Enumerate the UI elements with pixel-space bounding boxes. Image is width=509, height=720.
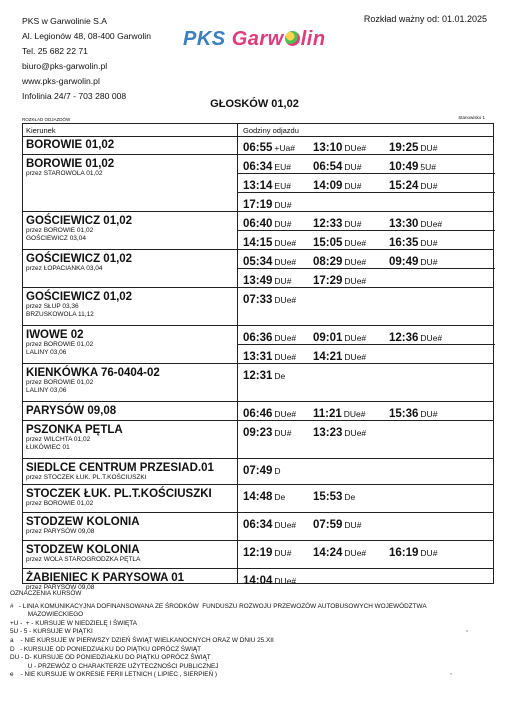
departure-marks: DUe#	[420, 219, 443, 229]
departure-marks: DU#	[344, 162, 362, 172]
departure-time: 07:33	[243, 294, 273, 306]
table-row	[23, 541, 493, 569]
departure	[243, 252, 296, 270]
departure-time: 17:29	[313, 275, 343, 287]
departure-marks: DUe#	[344, 276, 367, 286]
via-stop: LALINY 03,06	[26, 349, 67, 356]
departure	[313, 423, 366, 441]
departure-time: 16:19	[389, 547, 419, 559]
table-row	[23, 402, 493, 421]
legend-item: DU - D- KURSUJE OD PONIEDZIAŁKU DO PIĄTKU OPRÓCZ ŚWIĄT	[10, 654, 211, 662]
departure-time: 06:55	[243, 142, 273, 154]
stop-title: GŁOSKÓW 01,02	[210, 98, 299, 110]
departure-time: 05:34	[243, 256, 273, 268]
destination-name: GOŚCIEWICZ 01,02	[26, 291, 133, 303]
departures-line	[238, 513, 495, 532]
departure-marks: DUe#	[274, 576, 297, 586]
company-infoline: Infolinia 24/7 - 703 280 008	[22, 91, 127, 101]
destination-name: STODZEW KOLONIA	[26, 544, 140, 556]
departure	[243, 271, 291, 289]
departure-time: 12:33	[313, 218, 343, 230]
departure	[313, 157, 361, 175]
via-stop: przez BOROWIE 01,02	[26, 227, 94, 234]
via-stop: przez SŁUP 03,36	[26, 303, 79, 310]
destination-name: GOŚCIEWICZ 01,02	[26, 215, 133, 227]
departure-time: 17:19	[243, 199, 273, 211]
departure-time: 06:36	[243, 332, 273, 344]
logo-lin: lin	[300, 28, 326, 50]
table-row	[23, 212, 493, 250]
via-stop: GOŚCIEWICZ 03,04	[26, 235, 86, 242]
departure-marks: DU#	[344, 520, 362, 530]
departures-cell	[238, 569, 495, 588]
table-row	[23, 513, 493, 541]
legend-items	[10, 603, 470, 680]
company-info	[22, 14, 151, 104]
destination-cell	[26, 488, 236, 508]
table-row	[23, 326, 493, 364]
departure-marks: DUe#	[274, 352, 297, 362]
departures-line	[238, 364, 495, 383]
departures-line	[238, 193, 495, 212]
departures-cell	[238, 485, 495, 504]
legend-item: e - NIE KURSUJE W OKRESIE FERII LETNICH ( LIPIEC , SIERPIEŃ )	[10, 671, 218, 679]
departure-marks: De	[274, 492, 286, 502]
departure	[243, 366, 285, 384]
departures-cell	[238, 513, 495, 532]
departures-cell	[238, 250, 495, 288]
departure	[389, 328, 442, 346]
departure-marks: DUe#	[344, 143, 367, 153]
departure-marks: DU#	[420, 181, 438, 191]
departure	[243, 195, 291, 213]
destination-name: IWOWE 02	[26, 329, 84, 341]
legend-item: a - NIE KURSUJE W PIERWSZY DZIEŃ ŚWIĄT WIELKANOCNYCH ORAZ W DNIU 25.XII	[10, 636, 274, 644]
departure	[243, 461, 281, 479]
departure	[313, 233, 366, 251]
departure	[243, 347, 296, 365]
departure-marks: DUe#	[343, 409, 366, 419]
departures-line	[238, 212, 495, 231]
departure-time: 14:09	[313, 180, 343, 192]
departure	[243, 290, 296, 308]
via-stop: ŁUKÓWIEC 01	[26, 444, 70, 451]
departures-cell	[238, 541, 495, 560]
col-direction: Kierunek	[26, 126, 56, 135]
departure-time: 06:46	[243, 408, 273, 420]
destination-cell	[26, 253, 236, 273]
destination-cell	[26, 215, 236, 243]
departure-marks: De	[344, 492, 356, 502]
destination-name: BOROWIE 01,02	[26, 139, 115, 151]
departure-marks: DUe#	[274, 257, 297, 267]
departure-marks: DU#	[274, 548, 292, 558]
destination-name: STOCZEK ŁUK. PL.T.KOŚCIUSZKI	[26, 488, 212, 500]
departure-time: 07:59	[313, 519, 343, 531]
departure	[243, 214, 291, 232]
destination-name: ŻABIENIEC K PARYSOWA 01	[26, 572, 185, 584]
departures-cell	[238, 288, 495, 307]
departure	[243, 176, 291, 194]
departures-line	[238, 459, 495, 478]
departure-marks: D	[274, 466, 281, 476]
destination-name: BOROWIE 01,02	[26, 158, 115, 170]
legend	[10, 590, 470, 680]
via-stop: przez WOLA STAROGRODZKA PĘTLA	[26, 556, 141, 563]
departure	[243, 404, 296, 422]
departures-line	[238, 541, 495, 560]
table-row	[23, 250, 493, 288]
legend-item: D - KURSUJE OD PONIEDZIAŁKU DO PIĄTKU OPRÓCZ ŚWIĄT	[10, 645, 202, 653]
departure-time: 06:34	[243, 519, 273, 531]
departure-marks: DUe#	[274, 295, 297, 305]
departure-marks: DUe#	[274, 238, 297, 248]
table-row	[23, 288, 493, 326]
destination-cell	[26, 405, 236, 417]
departure-time: 06:54	[313, 161, 343, 173]
departure	[389, 214, 442, 232]
departure	[389, 157, 436, 175]
via-stop: LALINY 03,06	[26, 387, 67, 394]
destination-cell	[26, 424, 236, 452]
departure-time: 13:23	[313, 427, 343, 439]
departure-marks: +Ua#	[274, 143, 295, 153]
departure-time: 07:49	[243, 465, 273, 477]
departure-marks: DUe#	[274, 520, 297, 530]
departures-cell	[238, 212, 495, 250]
departure	[243, 138, 295, 156]
logo-garw: Garw	[231, 28, 284, 50]
departure-marks: DUe#	[274, 333, 297, 343]
destination-cell	[26, 158, 236, 178]
departures-cell	[238, 402, 495, 421]
company-email[interactable]: biuro@pks-garwolin.pl	[22, 61, 108, 71]
departure	[313, 176, 361, 194]
logo-pks: PKS	[183, 28, 226, 50]
departure-time: 14:48	[243, 491, 273, 503]
logo-o-icon	[285, 31, 300, 46]
destination-name: PARYSÓW 09,08	[26, 405, 117, 417]
via-stop: BRZUSKOWOLA 11,12	[26, 311, 94, 318]
destination-name: PSZONKA PĘTLA	[26, 424, 123, 436]
departure-marks: DU#	[344, 181, 362, 191]
departure-time: 09:01	[313, 332, 343, 344]
table-row	[23, 459, 493, 485]
departure	[389, 138, 437, 156]
destination-cell	[26, 516, 236, 536]
departure-marks: DUe#	[344, 428, 367, 438]
scan-mark: ,	[466, 626, 468, 633]
destination-cell	[26, 139, 236, 151]
departure	[243, 571, 296, 589]
departure-time: 19:25	[389, 142, 419, 154]
departures-line	[238, 402, 495, 421]
departure	[389, 252, 437, 270]
pks-garwolin-logo	[183, 28, 326, 51]
departure-marks: DU#	[420, 143, 438, 153]
departure	[243, 328, 296, 346]
departure-marks: 5U#	[420, 162, 437, 172]
departure-time: 08:29	[313, 256, 343, 268]
departures-line	[238, 326, 495, 345]
table-row	[23, 136, 493, 155]
departure-marks: DU#	[420, 238, 438, 248]
departures-line	[238, 269, 495, 288]
col-times: Godziny odjazdu	[243, 126, 299, 135]
departure-time: 16:35	[389, 237, 419, 249]
departure	[313, 347, 366, 365]
departure-marks: DU#	[344, 219, 362, 229]
departure-marks: DUe#	[344, 352, 367, 362]
departure-time: 09:49	[389, 256, 419, 268]
via-stop: przez BOROWIE 01,02	[26, 341, 94, 348]
departure	[389, 233, 437, 251]
departure	[313, 515, 361, 533]
departure-marks: DU#	[274, 219, 292, 229]
departure-marks: EU#	[274, 181, 291, 191]
departures-line	[238, 569, 495, 588]
departure	[389, 543, 437, 561]
departure-time: 14:04	[243, 575, 273, 587]
departure	[243, 515, 296, 533]
departures-line	[238, 155, 495, 174]
departures-line	[238, 421, 495, 440]
departures-cell	[238, 326, 495, 364]
departure	[313, 543, 366, 561]
departures-cell	[238, 136, 495, 155]
departure-time: 13:31	[243, 351, 273, 363]
destination-cell	[26, 462, 236, 482]
via-stop: przez WILCHTA 01,02	[26, 436, 91, 443]
departures-cell	[238, 459, 495, 478]
departure-time: 14:24	[313, 547, 343, 559]
departure-time: 15:24	[389, 180, 419, 192]
departure-time: 11:21	[313, 408, 342, 420]
departure-marks: DUe#	[420, 333, 443, 343]
via-stop: przez STAROWOLA 01,02	[26, 170, 103, 177]
departure	[243, 233, 296, 251]
departures-line	[238, 231, 495, 250]
legend-item: # - LINIA KOMUNIKACYJNA DOFINANSOWANA ZE ŚRODKÓW FUNDUSZU ROZWOJU PRZEWOZÓW AUTOBUSOWYCH WOJEWÓDZTWA	[10, 602, 427, 610]
departures-line	[238, 345, 495, 364]
departures-line	[238, 174, 495, 193]
company-address: Al. Legionów 48, 08-400 Garwolin	[22, 31, 151, 41]
legend-heading: OZNACZENIA KURSÓW	[10, 590, 82, 597]
departure	[243, 543, 291, 561]
departure	[313, 252, 366, 270]
company-web[interactable]: www.pks-garwolin.pl	[22, 76, 100, 86]
company-phone: Tel. 25 682 22 71	[22, 46, 88, 56]
timetable-subheader: ROZKŁAD ODJAZDÓW	[22, 117, 71, 122]
destination-cell	[26, 544, 236, 564]
departure-marks: DU#	[274, 200, 292, 210]
departure-marks: DUe#	[274, 409, 297, 419]
departure-marks: DU#	[274, 428, 292, 438]
departure	[389, 176, 437, 194]
destination-name: GOŚCIEWICZ 01,02	[26, 253, 133, 265]
departures-line	[238, 250, 495, 269]
departure-marks: DUe#	[344, 238, 367, 248]
destination-cell	[26, 367, 236, 395]
departure-time: 06:40	[243, 218, 273, 230]
departure-time: 13:49	[243, 275, 273, 287]
departure	[313, 328, 366, 346]
departures-cell	[238, 421, 495, 440]
departure-time: 12:31	[243, 370, 273, 382]
legend-item: MAZOWIECKIEGO	[10, 611, 84, 619]
departure-marks: De	[274, 371, 286, 381]
departure-time: 09:23	[243, 427, 273, 439]
departure-marks: DUe#	[344, 548, 367, 558]
departure-time: 13:14	[243, 180, 273, 192]
departure-marks: DU#	[420, 409, 438, 419]
departure-marks: DU#	[420, 548, 438, 558]
table-row	[23, 155, 493, 212]
table-row	[23, 485, 493, 513]
destination-cell	[26, 572, 236, 592]
departure-marks: DUe#	[344, 333, 367, 343]
via-stop: przez PARYSÓW 09,08	[26, 528, 95, 535]
legend-item: U - PRZEWÓZ O CHARAKTERZE UŻYTECZNOŚCI PUBLICZNEJ	[10, 662, 219, 670]
via-stop: przez ŁOPACIANKA 03,04	[26, 265, 103, 272]
destination-name: KIENKÓWKA 76-0404-02	[26, 367, 160, 379]
departure-time: 12:19	[243, 547, 273, 559]
via-stop: przez BOROWIE 01,02	[26, 500, 94, 507]
timetable	[22, 123, 494, 591]
destination-name: SIEDLCE CENTRUM PRZESIAD.01	[26, 462, 214, 474]
departure-time: 15:05	[313, 237, 343, 249]
departure-time: 15:53	[313, 491, 343, 503]
departure	[243, 157, 291, 175]
departure-time: 06:34	[243, 161, 273, 173]
departures-line	[238, 288, 495, 307]
departure-time: 15:36	[389, 408, 419, 420]
valid-from: Rozkład ważny od: 01.01.2025	[363, 14, 487, 24]
via-stop: przez STOCZEK ŁUK. PL.T.KOŚCIUSZKI	[26, 474, 147, 481]
legend-item: +U - + - KURSUJE W NIEDZIELĘ I ŚWIĘTA	[10, 619, 138, 627]
table-row	[23, 421, 493, 459]
departure	[313, 271, 366, 289]
via-stop: przez BOROWIE 01,02	[26, 379, 94, 386]
departures-line	[238, 136, 495, 155]
departure	[389, 404, 437, 422]
departures-cell	[238, 364, 495, 383]
departures-line	[238, 485, 495, 504]
departure-marks: EU#	[274, 162, 291, 172]
departure-time: 13:30	[389, 218, 419, 230]
destination-name: STODZEW KOLONIA	[26, 516, 140, 528]
departure	[243, 487, 285, 505]
departure-time: 13:10	[313, 142, 343, 154]
destination-cell	[26, 291, 236, 319]
departure	[313, 138, 366, 156]
departure-marks: DUe#	[344, 257, 367, 267]
departure-time: 12:36	[389, 332, 419, 344]
company-name: PKS w Garwolinie S.A	[22, 16, 108, 26]
departure	[243, 423, 291, 441]
departure	[313, 214, 361, 232]
departure-time: 10:49	[389, 161, 419, 173]
scan-mark: ,	[450, 669, 452, 676]
stand-number: Stanowisko 1	[458, 115, 485, 120]
departure	[313, 487, 355, 505]
departures-cell	[238, 155, 495, 212]
destination-cell	[26, 329, 236, 357]
departure-marks: DU#	[274, 276, 292, 286]
departure-time: 14:15	[243, 237, 273, 249]
legend-item: 5U - 5 - KURSUJE W PIĄTKI	[10, 628, 93, 636]
departure	[313, 404, 366, 422]
departure-marks: DU#	[420, 257, 438, 267]
via-stop: przez PARYSÓW 09,08	[26, 584, 95, 591]
departure-time: 14:21	[313, 351, 343, 363]
table-row	[23, 364, 493, 402]
